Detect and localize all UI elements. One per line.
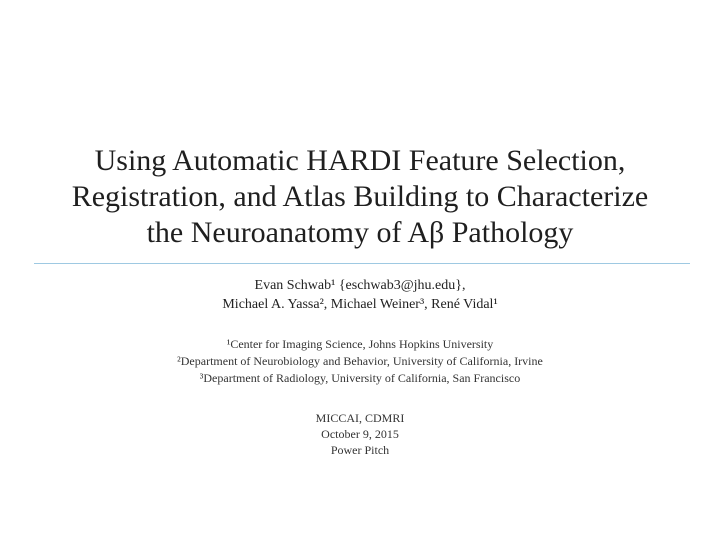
venue-date: October 9, 2015 <box>321 427 399 441</box>
title-divider <box>34 263 690 264</box>
venue-info <box>20 410 700 458</box>
affiliation-item: ²Department of Neurobiology and Behavior, University of California, Irvine <box>177 354 543 368</box>
author-line: Evan Schwab¹ {eschwab3@jhu.edu}, <box>254 278 466 293</box>
venue-name: MICCAI, CDMRI <box>315 411 405 425</box>
affiliation-item: ³Department of Radiology, University of California, San Francisco <box>199 371 521 385</box>
slide-title-line: Registration, and Atlas Building to Characterize <box>71 180 649 213</box>
author-list <box>20 276 700 314</box>
venue-session: Power Pitch <box>330 443 390 457</box>
author-line: Michael A. Yassa², Michael Weiner³, René Vidal¹ <box>222 297 498 312</box>
slide-title-line: the Neuroanatomy of Aβ Pathology <box>146 216 574 249</box>
affiliation-item: ¹Center for Imaging Science, Johns Hopkins University <box>226 337 494 351</box>
slide-title-line: Using Automatic HARDI Feature Selection, <box>94 144 626 177</box>
slide-title <box>20 143 700 251</box>
affiliation-list <box>20 336 700 387</box>
